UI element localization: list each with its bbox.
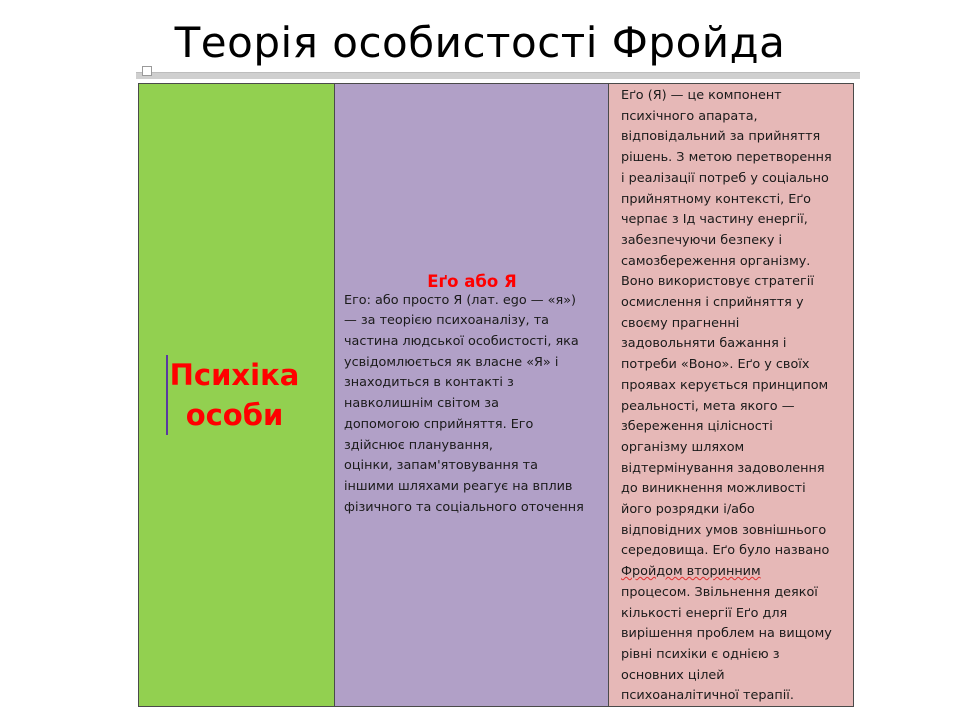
ruler-marker — [142, 66, 152, 76]
detail-text-line: психічного апарата, — [621, 108, 758, 124]
detail-text-line: відтермінування задоволення — [621, 460, 825, 476]
detail-text-line: забезпечуючи безпеку і — [621, 232, 783, 248]
detail-text-line: рішень. З метою перетворення — [621, 150, 832, 166]
detail-text-line: відповідальний за прийняття — [621, 129, 821, 145]
detail-text-line: потреби «Воно». Еґо у своїх — [621, 357, 810, 373]
detail-text-line: відповідних умов зовнішнього — [621, 522, 827, 538]
detail-text-line: збереження цілісності — [621, 419, 773, 435]
ego-text-line: фізичного та соціального оточення — [344, 499, 584, 515]
ego-text-line: частина людської особистості, яка — [344, 334, 579, 350]
slide-title: Теорія особистості Фройда — [174, 18, 786, 67]
table-cell-ego-detail — [609, 84, 853, 706]
ruler-bar — [136, 72, 860, 79]
detail-text-line: до виникнення можливості — [621, 481, 806, 497]
ego-text-line: Его: або просто Я (лат. ego — «я») — [344, 292, 577, 308]
detail-text-line: організму шляхом — [621, 439, 745, 455]
ego-text-line: іншими шляхами реагує на вплив — [344, 478, 573, 494]
ego-text-line: знаходиться в контакті з — [344, 375, 514, 391]
ego-text-line: навколишнім світом за — [344, 396, 499, 412]
ego-description — [344, 291, 600, 519]
ego-text-line: допомогою сприйняття. Его — [344, 416, 534, 432]
table-cell-ego — [335, 84, 609, 706]
detail-text-line: прийнятному контексті, Еґо — [621, 191, 811, 207]
psyche-label — [166, 355, 300, 435]
detail-text-line: Еґо (Я) — це компонент — [621, 88, 782, 103]
detail-text-line: рівні психіки є однією з — [621, 646, 780, 662]
ego-heading: Еґо або Я — [427, 271, 517, 291]
detail-text-line: реальності, мета якого — — [621, 398, 795, 414]
detail-text-line: процесом. Звільнення деякої — [621, 584, 818, 600]
ego-text-line: усвідомлюється як власне «Я» і — [344, 354, 559, 370]
detail-text-line: самозбереження організму. — [621, 253, 811, 269]
detail-text-line: психоаналітичної терапії. — [621, 688, 794, 704]
detail-text-line: середовища. Еґо було названо — [621, 543, 830, 559]
detail-text-line: проявах керується принципом — [621, 377, 829, 393]
detail-text-line: кількості енергії Еґо для — [621, 605, 788, 621]
ego-text-line: здійснює планування, — [344, 437, 494, 453]
psyche-label-line-1: Психіка — [169, 358, 300, 392]
ego-text-line: оцінки, запам'ятовування та — [344, 458, 538, 474]
detail-text-line: задовольняти бажання і — [621, 336, 787, 352]
detail-text-line: своєму прагненні — [621, 315, 740, 331]
detail-text-line: Фройдом вторинним — [621, 564, 761, 580]
psyche-label-line-2: особи — [185, 398, 284, 432]
detail-text-line: його розрядки і/або — [621, 502, 755, 518]
detail-text-line: і реалізації потреб у соціально — [621, 170, 829, 186]
detail-text-line: черпає з Ід частину енергії, — [621, 212, 808, 228]
freud-table — [138, 83, 854, 707]
ego-text-line: — за теорією психоаналізу, та — [344, 313, 549, 329]
table-cell-psyche — [139, 84, 335, 706]
detail-text-line: вирішення проблем на вищому — [621, 626, 832, 642]
ego-detail-text — [621, 86, 847, 707]
detail-text-line: осмислення і сприйняття у — [621, 295, 804, 311]
detail-text-line: основних цілей — [621, 667, 725, 683]
detail-text-line: Воно використовує стратегії — [621, 274, 814, 290]
